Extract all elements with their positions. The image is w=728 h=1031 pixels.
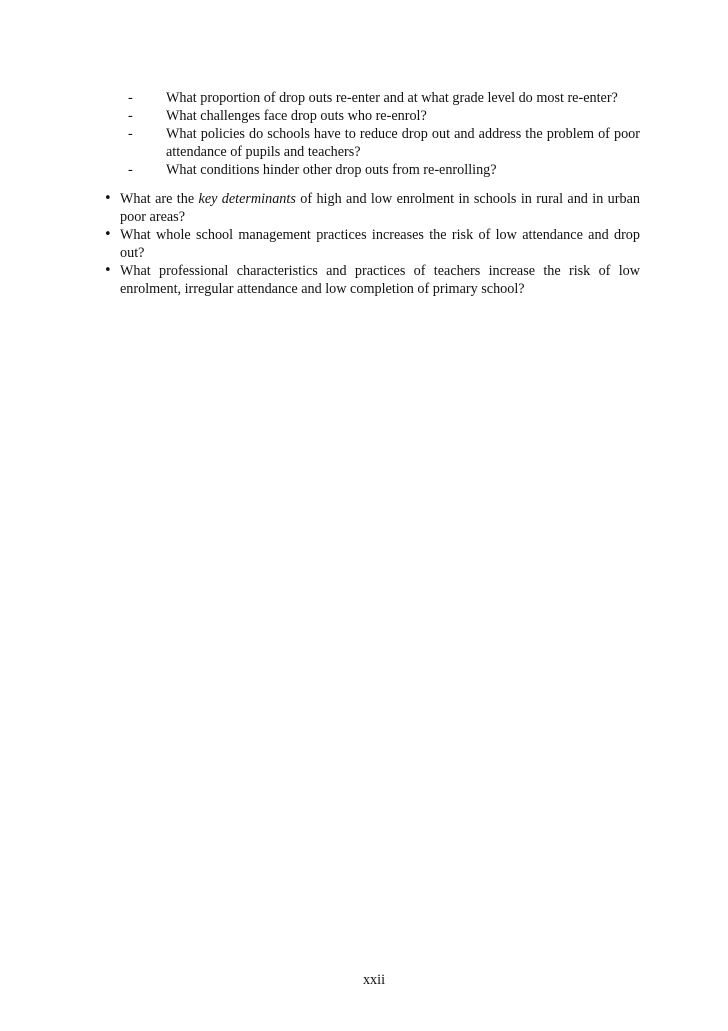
dash-marker: - <box>128 108 133 124</box>
list-item-text: What challenges face drop outs who re-enrol? <box>166 108 427 124</box>
research-question-list <box>104 190 640 298</box>
bullet-marker: • <box>104 263 112 278</box>
list-item <box>104 226 640 262</box>
page-number: xxii <box>362 972 386 988</box>
list-item-text-before: What are the <box>120 191 199 207</box>
list-item <box>120 125 640 161</box>
bullet-marker: • <box>104 191 112 206</box>
sub-question-list <box>120 89 640 179</box>
bullet-marker: • <box>104 227 112 242</box>
list-item-text: What professional characteristics and practices of teachers increase the risk of low enrolment, irregular attendance and low completion of primary school? <box>120 263 640 297</box>
dash-marker: - <box>128 90 133 106</box>
emphasis-text: key determinants <box>198 191 296 207</box>
list-item <box>104 190 640 226</box>
dash-marker: - <box>128 126 133 142</box>
list-item <box>120 89 640 107</box>
list-item <box>104 262 640 298</box>
list-item-text: What conditions hinder other drop outs from re-enrolling? <box>166 162 497 178</box>
dash-marker: - <box>128 162 133 178</box>
list-item-text: What whole school management practices increases the risk of low attendance and drop out? <box>120 227 640 261</box>
list-item-text: What proportion of drop outs re-enter and at what grade level do most re-enter? <box>166 90 618 106</box>
list-item-text-after: of high and low enrolment in schools in rural and in urban poor areas? <box>120 191 640 225</box>
list-item <box>120 107 640 125</box>
list-item-text: What policies do schools have to reduce drop out and address the problem of poor attendance of pupils and teachers? <box>166 126 640 160</box>
list-item <box>120 161 640 179</box>
